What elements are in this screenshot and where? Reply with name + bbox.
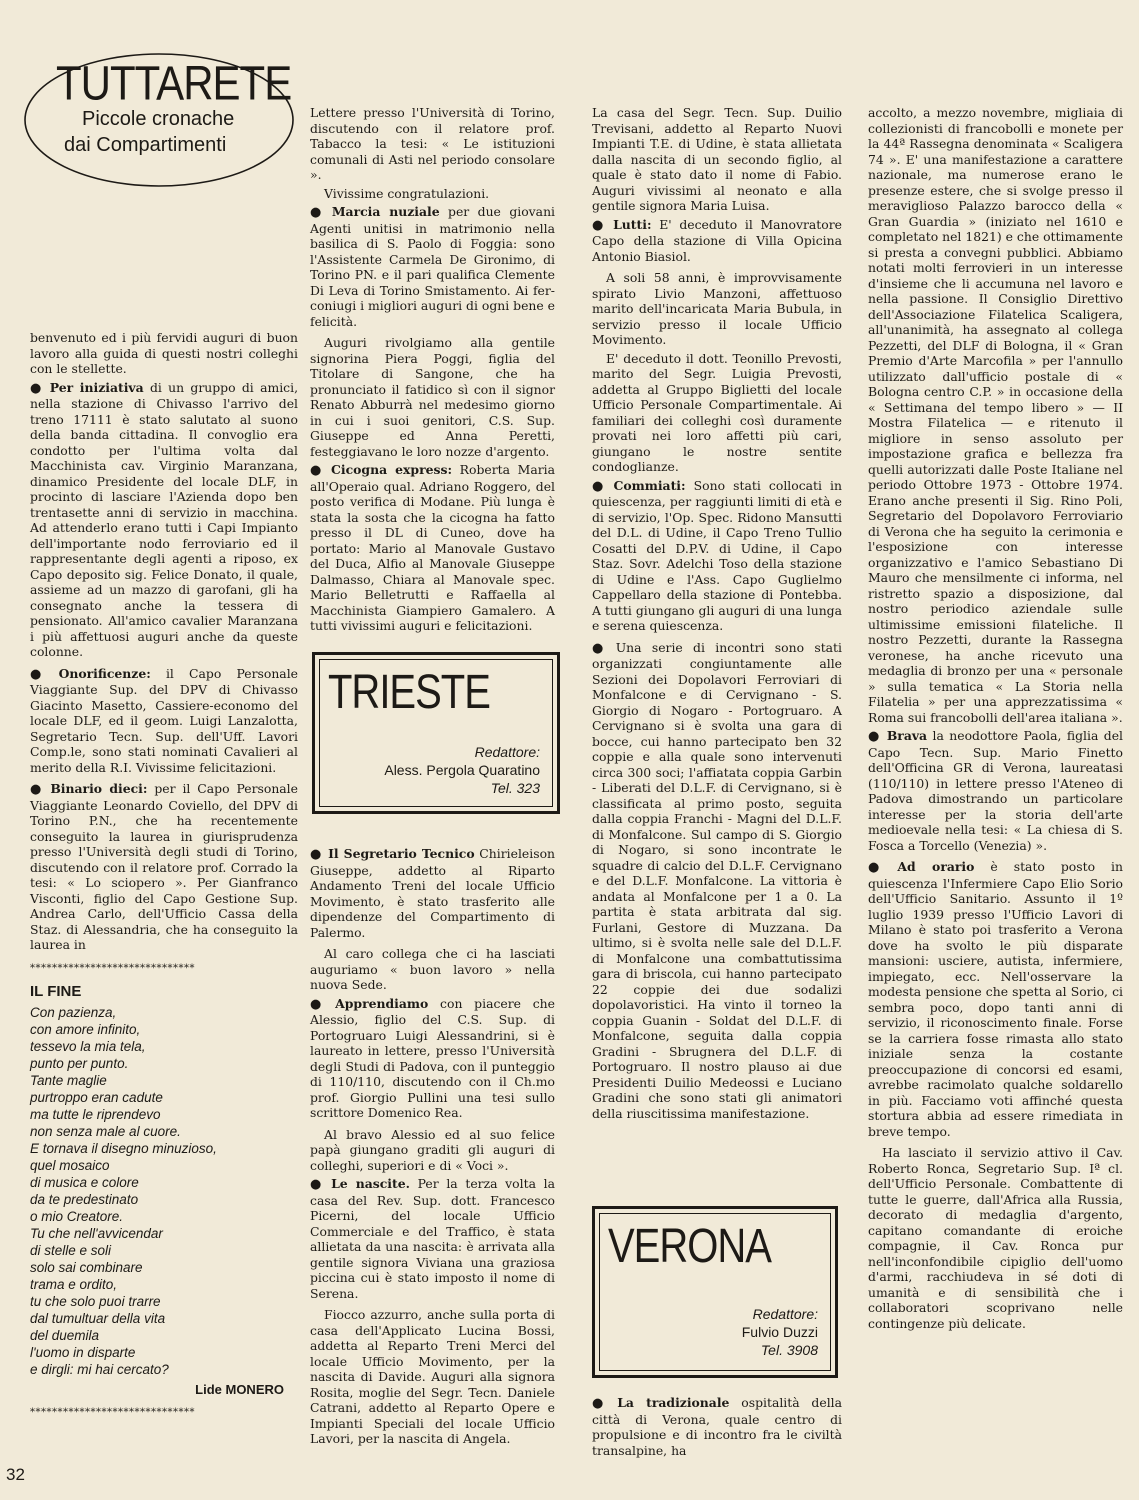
col4-intro: accolto, a mezzo novembre, migliaia di collezionisti di francobolli e monete per la 44ª Rassegna denominata « Scaligera 74 ». E' una manifestazione a carattere nazionale, ma numerose erano le presenze estere, che si svolge presso il meraviglioso Palazzo barocco della « Gran Guardia » (iniziato nel 1610 e completato nel 1821) e che ottimamente si presta a convegni pubblici. Abbiamo notati molti ferrovieri in un interesse d'insieme che li accumuna nel lavoro e nella passione. Il Consiglio Direttivo dell'Associazione Filatelica Scaligera, all'unanimità, ha assegnato al collega Pezzetti, del DLF di Bologna, il « Gran Premio d'Arte Marcofila » per l'annullo utilizzato dall'ufficio postale di « Bologna centro C.P. » in occasione della « Settimana del tempo libero » — II Mostra Filatelica — e ritenuto il migliore in senso assoluto per impostazione grafica e bellezza fra quelli autorizzati dalle Poste Italiane nel periodo Ottobre 1973 - Ottobre 1974. Erano anche presenti il Sig. Rino Poli, Segretario del Dopolavoro Ferroviario di Verona che ha seguito la cerimonia e l'esposizione con interesse organizzativo e l'amico Sebastiano Di Mauro che mensilmente ci informa, nel ristretto spazio a disposizione, dal nostro periodico aziendale sulle ultimissime emissioni filateliche. Il nostro Pezzetti, durante la Rassegna veronese, ha anche ricevuto una medaglia di bronzo per una « personale » sulla tematica « La Storia nella Filatelia » per una apprezzatissima « Roma sui francobolli dell'area italiana ». — [868, 105, 1123, 725]
item-text: Sono stati collocati in quiescenza, per raggiunti limiti di età e di servizio, l'Op. Spec. Ridono Mansutti del D.L. di Udine, il Capo Treno Tullio Cosatti del D.P.V. di Udine, il Capo Staz. Sovr. Adelchi Toso della stazione di Udine e l'Ass. Capo Guglielmo Cappellaro della stazione di Pontebba. A tutti giungano gli auguri di una lunga e serena quiescenza. — [592, 477, 842, 633]
col3-paragraph: A soli 58 anni, è improvvisamente spirato Livio Manzoni, affettuoso marito dell'incaricata Maria Bubula, in servizio presso il locale Ufficio Movimento. — [592, 270, 842, 347]
header-title: TUTTARETE — [56, 56, 292, 111]
redattore-name: Fulvio Duzzi — [741, 1324, 818, 1340]
item-text: ospitalità della città di Verona, quale centro di propulsione e di incontro fra le civiltà transalpine, ha — [592, 1395, 843, 1458]
poem-line: e dirgli: mi hai cercato? — [30, 1361, 169, 1377]
item-text: di un gruppo di amici, nella stazione di Chivasso l'arrivo del treno 17111 è stato salutato al suono della banda cittadina. Il convoglio era condotto per l'ultima volta dal Macchinista cav. Virginio Maranzana, dinamico Presidente del locale DLF, in procinto di lasciare l'Azienda dopo ben trentasette anni di servizio in macchina. Ad attenderlo erano tutti i Capi Impianto dell'importante nodo ferroviario ed il rappresentante degli agenti a riposo, ex Capo deposito sig. Felice Donato, il quale, assieme ad un mazzo di garofani, gli ha consegnato anche la tessera di pensionato. All'amico cavalier Maranzana i più affettuosi auguri anche da queste colonne. — [30, 379, 299, 659]
item-text: E' deceduto il Manovratore Capo della stazione di Villa Opicina Antonio Biasiol. — [592, 216, 842, 264]
col2-paragraph: Fiocco azzurro, anche sulla porta di casa dell'Applicato Lucina Bossi, addetta al Reparto Treni Merci del locale Ufficio Movimento, per la nascita di Davide. Auguri alla signora Rosita, moglie del Segr. Tecn. Daniele Catrani, addetto al Reparto Opere e Impianti Speciali del locale Ufficio Lavori, per la nascita di Angela. — [310, 1307, 555, 1446]
poem-line: E tornava il disegno minuzioso, — [30, 1140, 217, 1156]
col2-item — [310, 462, 555, 634]
col4-paragraph: Ha lasciato il servizio attivo il Cav. Roberto Ronca, Segretario Sup. Iª cl. dell'Ufficio Personale. Combattente di tutte le guerre, dall'Africa alla Russia, decorato di medaglia d'argento, capitano comandante di eroiche compagnie, il Cav. Ronca pur nell'inconfondibile cipiglio dell'uomo d'armi, racchiudeva in sé doti di umanità e di sensibilità che i collaboratori scoprivano nelle contingenze più delicate. — [868, 1145, 1123, 1331]
col2-paragraph: Al caro collega che ci ha lasciati auguriamo « buon lavoro » nella nuova Sede. — [310, 946, 555, 992]
poem-line: punto per punto. — [30, 1055, 129, 1071]
poem-line: Con pazienza, — [30, 1004, 117, 1020]
item-lead: Il Segretario Tecnico — [328, 846, 475, 861]
column-2 — [310, 105, 555, 640]
poem-line: o mio Creatore. — [30, 1208, 124, 1224]
col4-item — [868, 859, 1123, 1139]
bullet-icon: ● — [868, 729, 881, 744]
col2-intro2: Vivissime congratulazioni. — [324, 185, 490, 201]
item-lead: Cicogna express: — [331, 462, 453, 477]
col3-item — [592, 217, 842, 265]
item-text: la neodottore Paola, figlia del Capo Tecn. Sup. Mario Finetto dell'Officina GR di Verona, laureatasi (110/110) in lettere presso l'Ateneo di Padova dimostrando un particolare interesse per la storia dell'arte medioevale nella tesi: « La chiesa di S. Fosca a Torcello (Venezia) ». — [868, 728, 1123, 853]
verona-box — [592, 1206, 838, 1378]
poem-line: con amore infinito, — [30, 1021, 141, 1037]
column-1 — [30, 330, 298, 1429]
col3-item — [592, 1395, 842, 1458]
star-divider: ****************************** — [30, 962, 195, 974]
col1-item — [30, 781, 298, 953]
poem-line: non senza male al cuore. — [30, 1123, 181, 1139]
item-lead: Binario dieci: — [50, 781, 148, 796]
item-text: Una serie di incontri sono stati organizzati congiuntamente alle Sezioni dei Dopolavori Ferroviari di Monfalcone e di Cervignano - S. Giorgio di Nogaro - Portogruaro. A Cervignano si è svolta una gara di bocce, cui hanno partecipato ben 32 coppie e alla quale sono intervenuti circa 300 soci; l'affiatata coppia Garbin - Liberati del D.L.F. di Cervignano, si è classificata al primo posto, seguita dalla coppia Franchi - Magni del D.L.F. di Monfalcone. Sul campo di S. Giorgio di Nogaro, si sono incontrate le squadre di calcio del D.L.F. Cervignano e del D.L.F. Monfalcone. La vittoria è andata al Monfalcone per 1 a 0. La partita è stata arbitrata dal sig. Furlani, Gestore di Muzzana. Da ultimo, si è svolta nelle sale del D.L.F. di Monfalcone una combattutissima gara di briscola, cui hanno partecipato 22 coppie dei due sodalizi dopolavoristici. Ha vinto il torneo la coppia Guanin - Soldat del D.L.F. di Monfalcone, seguita dalla coppia Gradini - Sbrugnera del D.L.F. di Portogruaro. Il nostro plauso ai due Presidenti Duilio Medeossi e Luciano Gradini che sono stati gli animatori della riuscitissima manifestazione. — [592, 639, 843, 1121]
bullet-icon: ● — [310, 463, 326, 478]
poem-line: l'uomo in disparte — [30, 1344, 136, 1360]
bullet-icon: ● — [592, 478, 608, 494]
redattore-tel: Tel. 3908 — [760, 1342, 818, 1358]
header-subtitle-2: dai Compartimenti — [64, 134, 227, 156]
item-lead: Ad orario — [897, 859, 975, 874]
bullet-icon: ● — [30, 380, 44, 396]
item-lead: Commiati: — [613, 477, 686, 493]
item-lead: Onorificenze: — [58, 665, 151, 681]
poem-line: Tu che nell'avvicendar — [30, 1225, 163, 1241]
poem-line: purtroppo eran cadute — [30, 1089, 163, 1105]
item-lead: Lutti: — [613, 216, 652, 232]
item-lead: Marcia nuziale — [331, 204, 440, 219]
bullet-icon: ● — [310, 847, 323, 862]
item-text: per il Capo Personale Viaggiante Leonardo Coviello, del DPV di Torino P.N., che ha recentemente conseguito la laurea in giurisprudenza presso l'Università degli studi di Torino, discutendo con il relatore prof. Corrado la tesi: « Lo sciopero ». Per Gianfranco Visconti, figlio del Capo Gestione Sup. Andrea Carlo, dell'Ufficio Cassa della Staz. di Alessandria, che ha conseguito la laurea in — [30, 781, 298, 952]
item-text: Roberta Maria all'Operaio qual. Adriano Roggero, del posto verifica di Modane. Più lunga è stata la sosta che la cicogna ha fatto presso il DL di Cuneo, dove ha portato: Mario al Manovale Gustavo del Duca, Alfio al Manovale Giuseppe Dalmasso, Chiara al Manovale spec. Mario Belletrutti e Raffaella al Macchinista Giampiero Gamalero. A tutti vivissimi auguri e felicitazioni. — [310, 462, 555, 633]
item-lead: Apprendiamo — [335, 995, 429, 1011]
poem-line: tessevo la mia tela, — [30, 1038, 146, 1054]
col2-item — [310, 1176, 555, 1301]
poem-line: trama e ordito, — [30, 1276, 118, 1292]
poem-line: tu che solo puoi trarre — [30, 1293, 161, 1309]
column-3-lower — [592, 1395, 842, 1464]
col3-intro: La casa del Segr. Tecn. Sup. Duilio Trevisani, addetto al Reparto Nuovi Impianti T.E. di Udine, è stata allietata dalla nascita di un secondo figlio, al quale è stato dato il nome di Fabio. Auguri vivissimi al neonato e alla gentile signora Maria Luisa. — [592, 105, 842, 213]
col2-item — [310, 846, 555, 940]
item-text: Chirieleison Giuseppe, addetto al Riparto Andamento Treni del locale Ufficio Movimento, è stato trasferito alle dipendenze del Compartimento di Palermo. — [310, 846, 556, 940]
item-lead: La tradizionale — [617, 1395, 730, 1410]
col2-item — [310, 996, 555, 1121]
bullet-icon: ● — [592, 1396, 612, 1411]
col1-intro: benvenuto ed i più fervidi auguri di buon lavoro alla guida di questi nostri colleghi con le stellette. — [30, 330, 298, 376]
poem-title: IL FINE — [30, 983, 82, 1000]
poem — [30, 1004, 298, 1378]
col3-paragraph: E' deceduto il dott. Teonillo Prevosti, marito del Segr. Luigia Prevosti, addetta al Gruppo Biglietti del locale Ufficio Personale Compartimentale. Ai familiari dei colleghi così duramente provati nei loro affetti più cari, giungano le nostre sentite condoglianze. — [592, 350, 842, 474]
poem-line: da te predestinato — [30, 1191, 139, 1207]
item-text: per due giovani Agenti unitisi in matrimonio nella basilica di S. Paolo di Foggia: sono l'Assistente Carmela De Gironimo, di Torino PN. e il pari qualifica Clemente Di Leva di Torino Smistamento. Ai fer-coniugi i migliori auguri di ogni bene e felicità. — [310, 204, 556, 329]
poem-line: ma tutte le riprendevo — [30, 1106, 161, 1122]
col2-intro: Lettere presso l'Università di Torino, discutendo con il relatore prof. Tabacco la tesi: « Le istituzioni comunali di Asti nel periodo consolare ». — [310, 105, 555, 182]
bullet-icon: ● — [868, 860, 892, 875]
item-text: è stato posto in quiescenza l'Infermiere Capo Elio Sorio dell'Ufficio Sanitario. Assunto il 1º luglio 1939 presso l'Ufficio Lavori di Milano è stato poi trasferito a Verona dove ha svolto le più disparate mansioni: usciere, autista, infermiere, impiegato, ecc. Nell'osservare la modesta pensione che spetta al Sorio, ci sembra poco, dopo tanti anni di servizio, il riconoscimento finale. Forse se la carriera fosse rimasta allo stato iniziale senza la costante preoccupazione di concorsi ed esami, avrebbe racimolato qualche soldarello in più. Facciamo voti affinché questa stortura abbia ad essere rimediata in breve tempo. — [868, 859, 1124, 1139]
poem-line: di musica e colore — [30, 1174, 139, 1190]
column-4 — [868, 105, 1123, 1334]
col1-item — [30, 380, 298, 660]
redattore-label: Redattore: — [752, 1306, 818, 1322]
redattore-tel: Tel. 323 — [490, 780, 540, 796]
header-subtitle-1: Piccole cronache — [82, 108, 235, 130]
col3-item — [592, 478, 842, 634]
bullet-icon: ● — [592, 640, 610, 656]
section-header — [20, 50, 298, 190]
col2-paragraph: Auguri rivolgiamo alla gentile signorina Piera Poggi, figlia del Titolare di Sangone, che ha pronunciato il fatidico sì con il signor Renato Abburrà nel medesimo giorno in cui i suoi genitori, C.S. Sup. Giuseppe ed Anna Peretti, festeggiavano le loro nozze d'argento. — [310, 335, 555, 459]
poem-line: Tante maglie — [30, 1072, 107, 1088]
item-lead: Le nascite. — [331, 1176, 410, 1191]
star-divider: ****************************** — [30, 1407, 195, 1418]
poem-line: del duemila — [30, 1327, 100, 1343]
poem-author: Lide MONERO — [195, 1381, 284, 1397]
column-2-lower — [310, 846, 555, 1450]
redattore-label: Redattore: — [474, 744, 540, 760]
col4-item — [868, 728, 1123, 853]
box-city-title: TRIESTE — [328, 666, 490, 719]
bullet-icon: ● — [310, 205, 326, 220]
col2-item — [310, 204, 555, 329]
redattore-name: Aless. Pergola Quaratino — [384, 762, 540, 778]
poem-line: solo sai combinare — [30, 1259, 143, 1275]
col1-item — [30, 666, 298, 776]
item-text: con piacere che Alessio, figlio del C.S. Sup. di Portogruaro Luigi Alessandrini, si è laureato in lettere, presso l'Università degli Studi di Padova, con il punteggio di 110/110, discutendo con il Ch.mo prof. Giorgio Pullini una tesi sullo scrittore Domenico Rea. — [310, 995, 555, 1120]
column-3 — [592, 105, 842, 1127]
item-text: il Capo Personale Viaggiante Sup. del DPV di Chivasso Giacinto Masetto, Cassiere-economo del locale DLF, ed il geom. Luigi Lanzalotta, Segretario Tecn. Sup. dell'Uff. Lavori Comp.le, sono stati nominati Cavalieri al merito della R.I. Vivissime felicitazioni. — [30, 665, 298, 775]
col3-item — [592, 640, 842, 1122]
trieste-box — [312, 652, 560, 814]
poem-line: di stelle e soli — [30, 1242, 112, 1258]
col2-paragraph: Al bravo Alessio ed al suo felice papà giungano graditi gli auguri di colleghi, superiori e di « Voci ». — [310, 1126, 555, 1173]
poem-line: quel mosaico — [30, 1157, 110, 1173]
item-lead: Brava — [886, 728, 928, 743]
poem-line: dal tumultuar della vita — [30, 1310, 166, 1326]
page-number: 32 — [6, 1465, 25, 1484]
item-lead: Per iniziativa — [49, 379, 144, 395]
item-text: Per la terza volta la casa del Rev. Sup. dott. Francesco Picerni, del locale Ufficio Commerciale e del Traffico, è stata allietata da una nascita: è arrivata alla gentile signora Viviana una graziosa piccina cui è stato imposto il nome di Serena. — [310, 1176, 556, 1301]
bullet-icon: ● — [30, 666, 53, 682]
bullet-icon: ● — [310, 996, 330, 1012]
bullet-icon: ● — [30, 782, 45, 797]
bullet-icon: ● — [592, 217, 608, 233]
bullet-icon: ● — [310, 1177, 326, 1192]
box-city-title: VERONA — [608, 1220, 771, 1273]
